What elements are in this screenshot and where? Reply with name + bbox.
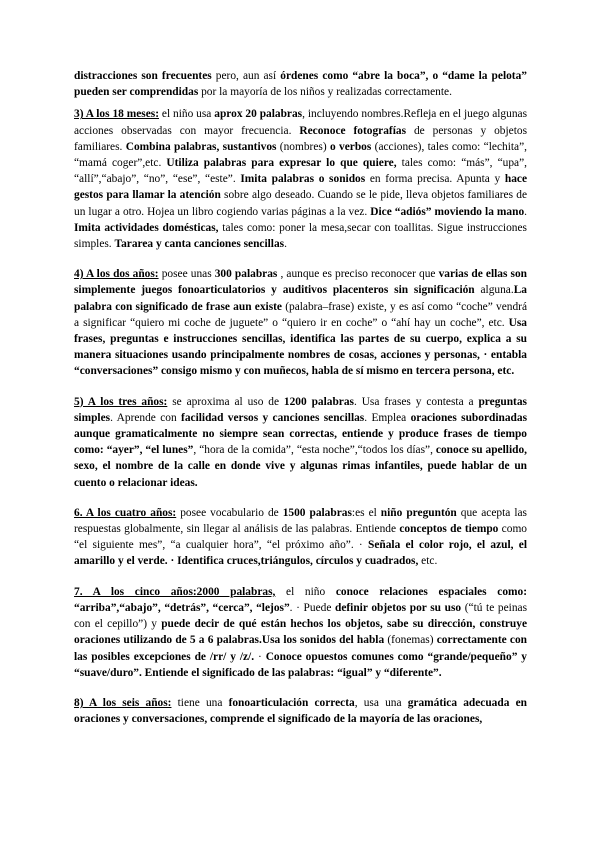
body-text: tales como: “más”, “upa”, “allí”,“abajo”, “no”, “ese”, “este”.	[74, 157, 527, 186]
document-body	[74, 68, 527, 741]
bold-text: Conoce opuestos comunes como “grande/pequeño” y “suave/duro”. Entiende el significado de las palabras: “igual” y “diferente”.	[74, 650, 527, 679]
body-text: (fonemas)	[384, 634, 437, 647]
body-text: pero, aun así	[211, 70, 281, 82]
bold-text: Reconoce fotografías	[299, 124, 407, 137]
bold-text: Imita palabras o sonidos	[240, 173, 366, 186]
bold-text: aprox 20 palabras	[214, 108, 303, 121]
paragraph-seis-anos	[74, 695, 527, 727]
body-text: se aproxima al uso de	[167, 395, 284, 408]
bold-text: puede decir de qué están hechos los objetos, sabe su dirección, construye oraciones utilizando de 5 a 6 palabras.Usa los sonidos del habla	[74, 618, 527, 647]
bold-text: hace gestos para llamar la atención	[74, 173, 528, 202]
body-text: , usa una	[354, 696, 408, 709]
body-text: el niño	[275, 585, 336, 598]
body-text: . Emplea	[364, 411, 411, 424]
paragraph-intro	[74, 68, 527, 100]
section-heading: 4) A los dos años:	[74, 268, 159, 281]
body-text: (acciones), tales como: “lechita”, “mamá coger”,etc.	[74, 140, 527, 170]
body-text: (palabra–frase) existe, y es así como “coche” vendrá a significar “quiero mi coche de juguete” o “quiero ir en coche” o “ahí hay un coche”, etc.	[74, 300, 527, 329]
body-text: tiene una	[171, 696, 229, 709]
bold-text: preguntas simples	[74, 395, 527, 424]
bold-text: definir objetos por su uso	[335, 601, 462, 614]
section-heading: 7. A los cinco años:2000 palabras,	[74, 585, 276, 598]
paragraph-tres-anos	[74, 394, 527, 491]
bold-text: correctamente con las posibles excepciones de /rr/ y /z/.	[74, 634, 528, 663]
bold-text: distracciones son frecuentes	[74, 70, 212, 82]
body-text: . Usa frases y contesta a	[353, 395, 479, 408]
paragraph-cuatro-anos	[74, 505, 527, 570]
bold-text: facilidad versos y canciones sencillas	[181, 411, 365, 424]
body-text: , aunque es preciso reconocer que	[277, 268, 439, 281]
bold-text: oraciones subordinadas aunque gramaticalmente no siempre sean correctas, entiende y produce frases de tiempo como: “ayer”, “el lunes”	[74, 411, 527, 457]
bold-text: Imita actividades domésticas,	[74, 221, 219, 234]
body-text: (nombres)	[276, 140, 330, 153]
body-text: el niño usa	[159, 108, 215, 121]
paragraph-18-meses	[74, 106, 527, 252]
bold-text: fonoarticulación correcta	[228, 696, 355, 709]
bold-text: Señala el color rojo, el azul, el amarillo y el verde. · Identifica cruces,triángulos, círculos y cuadrados,	[74, 539, 527, 568]
body-text: :es el	[351, 506, 381, 519]
body-text: por la mayoría de los niños y realizadas correctamente.	[198, 86, 452, 99]
body-text: como “el siguiente mes”, “a cualquier hora”, “el próximo año”. ·	[74, 523, 527, 552]
section-heading: 8) A los seis años:	[74, 696, 172, 709]
body-text: en forma precisa. Apunta y	[365, 173, 505, 186]
bold-text: conoce relaciones espaciales como: “arriba”,“abajo”, “detrás”, “cerca”, “lejos”	[74, 585, 527, 614]
bold-text: Usa frases, preguntas e instrucciones sencillas, identifica las partes de su cuerpo, explica a su manera situaciones usando principalmente nombres de cosas, acciones y personas, · entabla “conversaciones” consigo mismo y con muñecos, habla de sí mismo en tercera persona, etc.	[74, 316, 527, 378]
body-text: , incluyendo nombres.Refleja en el juego algunas acciones observadas con mayor frecuencia.	[74, 108, 528, 137]
bold-text: Tararea y canta canciones sencillas	[114, 238, 285, 251]
bold-text: Combina palabras, sustantivos	[125, 140, 277, 153]
section-heading: 6. A los cuatro años:	[74, 506, 177, 519]
body-text: tales como: poner la mesa,secar con toallitas. Sigue instrucciones simples.	[74, 221, 527, 251]
bold-text: órdenes como “abre la boca”, o “dame la pelota” pueden ser comprendidas	[74, 70, 527, 99]
bold-text: niño preguntón	[380, 506, 457, 519]
bold-text: Dice “adiós” moviendo la mano	[370, 205, 525, 218]
body-text: ·	[254, 650, 266, 663]
body-text: . Aprende con	[110, 411, 182, 424]
body-text: . · Puede	[289, 601, 335, 614]
paragraph-dos-anos	[74, 266, 527, 379]
body-text: .	[524, 205, 527, 218]
body-text: de personas y objetos familiares.	[74, 124, 528, 153]
section-heading: 5) A los tres años:	[74, 395, 168, 408]
body-text: .	[284, 238, 287, 251]
bold-text: varias de ellas son simplemente juegos fonoarticulatorios y auditivos placenteros sin significación	[74, 268, 527, 297]
bold-text: Utiliza palabras para expresar lo que quiere,	[166, 157, 397, 170]
paragraph-cinco-anos	[74, 584, 527, 681]
bold-text: o verbos	[329, 140, 372, 153]
bold-text: 1200 palabras	[283, 395, 354, 408]
bold-text: 1500 palabras	[282, 506, 352, 519]
bold-text: conceptos de tiempo	[399, 523, 499, 536]
section-heading: 3) A los 18 meses:	[74, 108, 159, 121]
body-text: etc.	[418, 555, 438, 568]
bold-text: 300 palabras	[214, 268, 278, 281]
body-text: que acepta las respuestas globalmente, sin llegar al análisis de las palabras. Entiende	[74, 506, 527, 536]
body-text: , “hora de la comida”, “esta noche”,“todos los días”,	[193, 444, 436, 457]
body-text: sobre algo deseado. Cuando se le pide, lleva objetos familiares de un lugar a otro. Hojea un libro cogiendo varias páginas a la vez.	[74, 189, 528, 218]
body-text: (“tú te peinas con el cepillo”) y	[74, 601, 528, 631]
bold-text: La palabra con significado de frase aun existe	[74, 284, 527, 313]
body-text: alguna.	[474, 284, 514, 297]
bold-text: gramática adecuada en oraciones y conversaciones, comprende el significado de la mayoría de las oraciones,	[74, 696, 527, 726]
bold-text: conoce su apellido, sexo, el nombre de la calle en donde vive y algunas rimas infantiles, puede hablar de un cuento o relacionar ideas.	[74, 444, 527, 489]
body-text: posee vocabulario de	[176, 506, 283, 519]
body-text: posee unas	[158, 268, 215, 281]
